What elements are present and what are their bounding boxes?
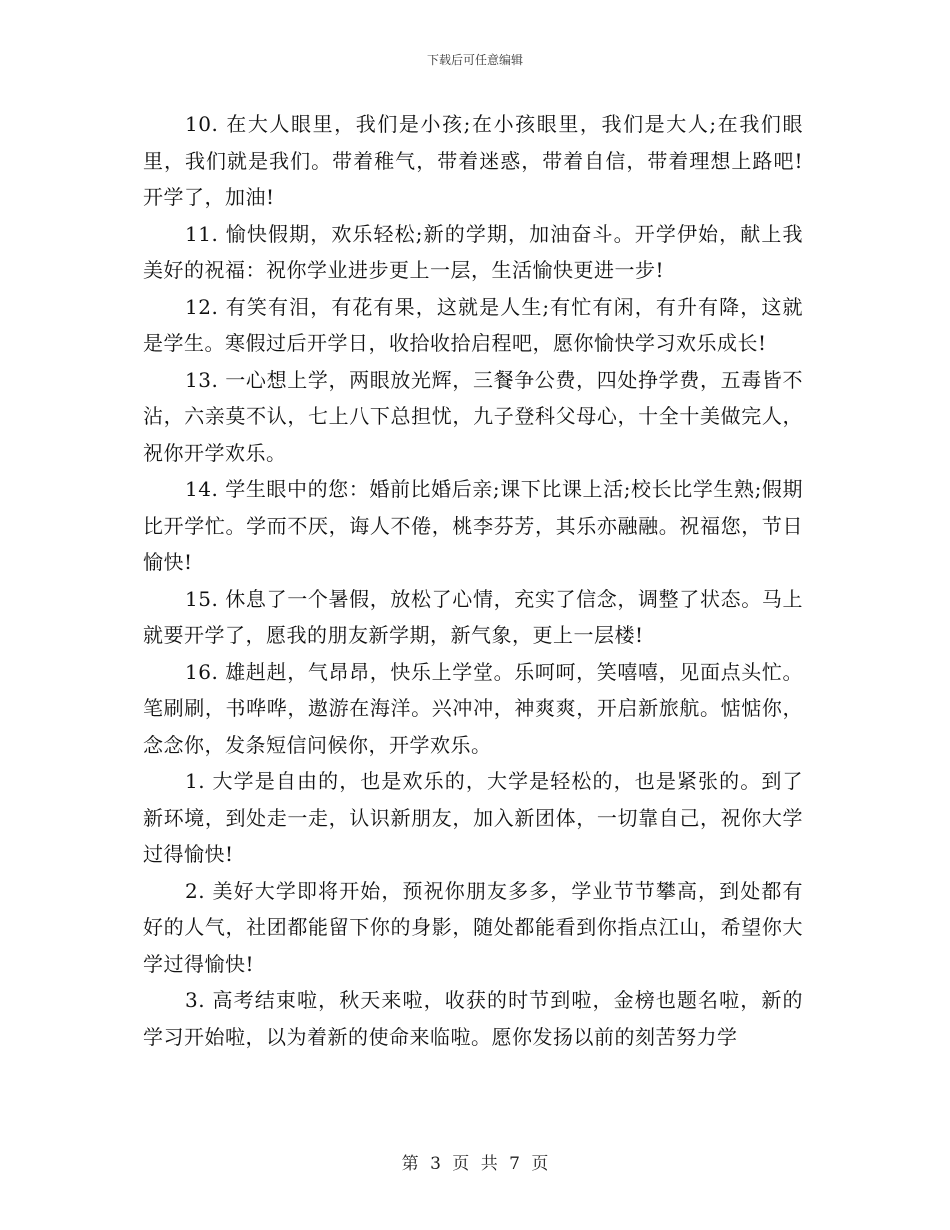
paragraph: 10. 在大人眼里，我们是小孩;在小孩眼里，我们是大人;在我们眼里，我们就是我们。带着稚气，带着迷惑，带着自信，带着理想上路吧!开学了，加油! <box>143 112 803 209</box>
paragraph: 16. 雄赳赳，气昂昂，快乐上学堂。乐呵呵，笑嘻嘻，见面点头忙。笔刷刷，书哗哗，遨游在海洋。兴冲冲，神爽爽，开启新旅航。惦惦你，念念你，发条短信问候你，开学欢乐。 <box>143 659 803 757</box>
paragraph: 12. 有笑有泪，有花有果，这就是人生;有忙有闲，有升有降，这就是学生。寒假过后开学日，收拾收拾启程吧，愿你愉快学习欢乐成长! <box>143 294 803 355</box>
page-footer: 第 3 页 共 7 页 <box>401 1154 549 1174</box>
paragraph: 11. 愉快假期，欢乐轻松;新的学期，加油奋斗。开学伊始，献上我美好的祝福：祝你学业进步更上一层，生活愉快更进一步! <box>143 221 803 282</box>
paragraph: 14. 学生眼中的您：婚前比婚后亲;课下比课上活;校长比学生熟;假期比开学忙。学而不厌，诲人不倦，桃李芬芳，其乐亦融融。祝福您，节日愉快! <box>143 477 803 574</box>
paragraph: 2. 美好大学即将开始，预祝你朋友多多，学业节节攀高，到处都有好的人气，社团都能留下你的身影，随处都能看到你指点江山，希望你大学过得愉快! <box>143 878 803 976</box>
document-body <box>143 106 803 1055</box>
paragraph: 1. 大学是自由的，也是欢乐的，大学是轻松的，也是紧张的。到了新环境，到处走一走，认识新朋友，加入新团体，一切靠自己，祝你大学过得愉快! <box>143 769 803 866</box>
page-header: 下载后可任意编辑 <box>426 53 523 67</box>
paragraph: 13. 一心想上学，两眼放光辉，三餐争公费，四处挣学费，五毒皆不沾，六亲莫不认，七上八下总担忧，九子登科父母心，十全十美做完人，祝你开学欢乐。 <box>143 367 803 465</box>
paragraph: 3. 高考结束啦，秋天来啦，收获的时节到啦，金榜也题名啦，新的学习开始啦，以为着新的使命来临啦。愿你发扬以前的刻苦努力学 <box>143 988 803 1049</box>
paragraph: 15. 休息了一个暑假，放松了心情，充实了信念，调整了状态。马上就要开学了，愿我的朋友新学期，新气象，更上一层楼! <box>143 586 803 647</box>
